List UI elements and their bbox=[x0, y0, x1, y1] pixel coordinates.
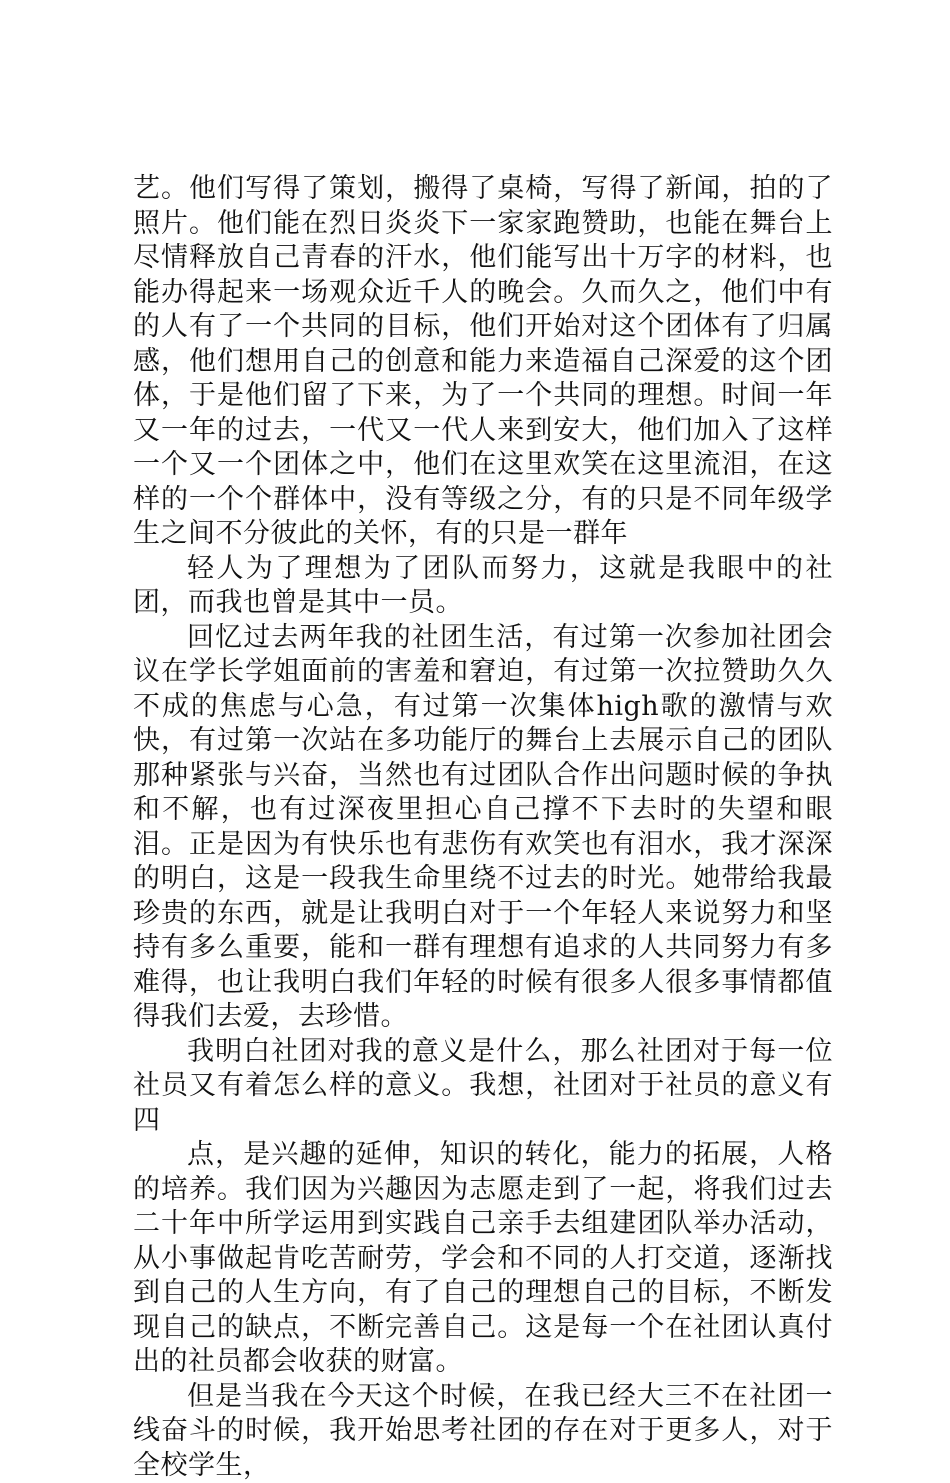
document-body bbox=[133, 172, 833, 1483]
paragraph-3: 回忆过去两年我的社团生活，有过第一次参加社团会议在学长学姐面前的害羞和窘迫，有过第一次拉赞助久久不成的焦虑与心急，有过第一次集体high歌的激情与欢快，有过第一次站在多功能厅的舞台上去展示自己的团队那种紧张与兴奋，当然也有过团队合作出问题时候的争执和不解，也有过深夜里担心自己撑不下去时的失望和眼泪。正是因为有快乐也有悲伤有欢笑也有泪水，我才深深的明白，这是一段我生命里绕不过去的时光。她带给我最珍贵的东西，就是让我明白对于一个年轻人来说努力和坚持有多么重要，能和一群有理想有追求的人共同努力有多难得，也让我明白我们年轻的时候有很多人很多事情都值得我们去爱，去珍惜。 bbox=[133, 621, 833, 1035]
paragraph-6: 但是当我在今天这个时候，在我已经大三不在社团一线奋斗的时候，我开始思考社团的存在对于更多人，对于全校学生， bbox=[133, 1380, 833, 1483]
paragraph-1: 艺。他们写得了策划，搬得了桌椅，写得了新闻，拍的了照片。他们能在烈日炎炎下一家家跑赞助，也能在舞台上尽情释放自己青春的汗水，他们能写出十万字的材料，也能办得起来一场观众近千人的晚会。久而久之，他们中有的人有了一个共同的目标，他们开始对这个团体有了归属感，他们想用自己的创意和能力来造福自己深爱的这个团体，于是他们留了下来，为了一个共同的理想。时间一年又一年的过去，一代又一代人来到安大，他们加入了这样一个又一个团体之中，他们在这里欢笑在这里流泪，在这样的一个个群体中，没有等级之分，有的只是不同年级学生之间不分彼此的关怀，有的只是一群年 bbox=[133, 172, 833, 552]
paragraph-4: 我明白社团对我的意义是什么，那么社团对于每一位社员又有着怎么样的意义。我想，社团对于社员的意义有四 bbox=[133, 1035, 833, 1139]
paragraph-2: 轻人为了理想为了团队而努力，这就是我眼中的社团，而我也曾是其中一员。 bbox=[133, 552, 833, 621]
paragraph-5: 点，是兴趣的延伸，知识的转化，能力的拓展，人格的培养。我们因为兴趣因为志愿走到了一起，将我们过去二十年中所学运用到实践自己亲手去组建团队举办活动，从小事做起肯吃苦耐劳，学会和不同的人打交道，逐渐找到自己的人生方向，有了自己的理想自己的目标，不断发现自己的缺点，不断完善自己。这是每一个在社团认真付出的社员都会收获的财富。 bbox=[133, 1138, 833, 1380]
